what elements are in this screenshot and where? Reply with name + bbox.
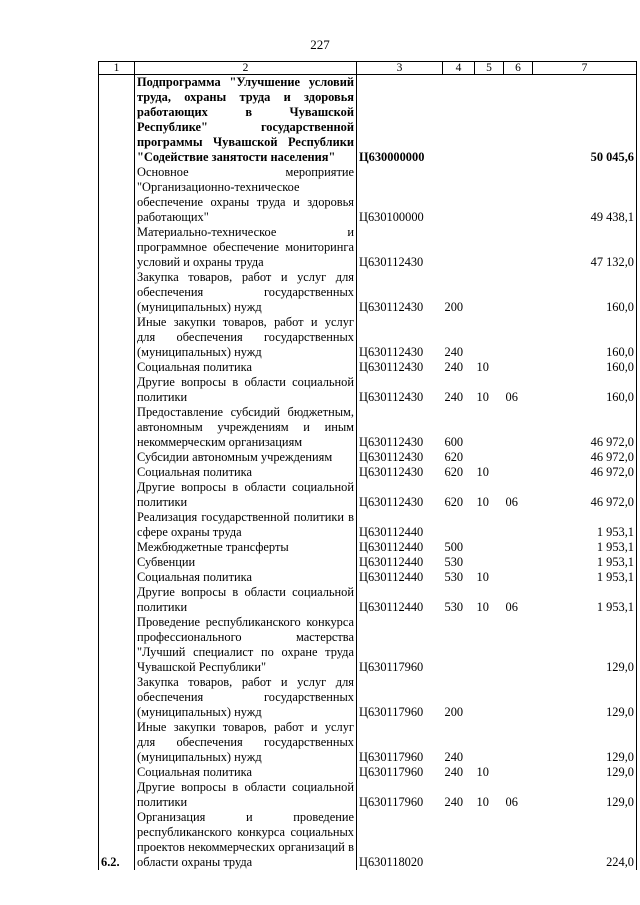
row-name-cell: Социальная политика [135, 360, 357, 375]
row-name-cell: Другие вопросы в области социальной политики [135, 780, 357, 810]
row-name-cell: Другие вопросы в области социальной политики [135, 480, 357, 510]
section-cell [475, 510, 504, 540]
column-header: 6 [504, 62, 533, 75]
target-code-cell: Ц630117960 [359, 795, 424, 809]
amount-cell: 1 953,1 [533, 555, 637, 570]
amount-cell: 160,0 [533, 375, 637, 405]
expense-type-cell [443, 225, 475, 270]
subsection-cell [504, 540, 533, 555]
table-row [99, 540, 637, 555]
target-code-cell: Ц630112440 [359, 540, 424, 554]
amount-cell: 160,0 [533, 360, 637, 375]
section-cell: 10 [476, 600, 489, 614]
subsection-cell [504, 270, 533, 315]
subsection-cell [504, 450, 533, 465]
target-code-cell: Ц630112430 [359, 345, 424, 359]
row-name-cell: Другие вопросы в области социальной политики [135, 585, 357, 615]
subsection-cell [504, 225, 533, 270]
expense-type-cell: 240 [444, 750, 464, 764]
subsection-cell [504, 675, 533, 720]
table-row [99, 165, 637, 225]
row-name-cell: Иные закупки товаров, работ и услуг для обеспечения государственных (муниципальных) нужд [135, 315, 357, 360]
subsection-cell [504, 315, 533, 360]
column-header: 5 [475, 62, 504, 75]
table-row [99, 75, 637, 166]
row-name-cell: Субсидии автономным учреждениям [135, 450, 357, 465]
table-row [99, 570, 637, 585]
row-name-cell: Межбюджетные трансферты [135, 540, 357, 555]
section-cell [475, 675, 504, 720]
amount-cell: 129,0 [533, 615, 637, 675]
subsection-cell [504, 570, 533, 585]
row-name-cell: Социальная политика [135, 765, 357, 780]
table-row [99, 780, 637, 810]
table-row [99, 615, 637, 675]
target-code-cell: Ц630117960 [359, 660, 424, 674]
amount-cell: 1 953,1 [533, 585, 637, 615]
expense-type-cell: 530 [444, 555, 464, 569]
expense-type-cell: 530 [444, 600, 464, 614]
section-cell [475, 75, 504, 166]
expense-type-cell: 240 [444, 390, 464, 404]
section-cell [475, 315, 504, 360]
table-row [99, 315, 637, 360]
target-code-cell: Ц630117960 [359, 765, 424, 779]
expense-type-cell: 200 [444, 300, 464, 314]
expense-type-cell: 530 [444, 570, 464, 584]
target-code-cell: Ц630118020 [359, 855, 424, 869]
subsection-cell [504, 465, 533, 480]
row-name-cell: Социальная политика [135, 465, 357, 480]
expense-type-cell: 620 [444, 450, 464, 464]
table-row [99, 720, 637, 765]
amount-cell: 46 972,0 [533, 405, 637, 450]
expense-type-cell: 240 [444, 795, 464, 809]
amount-cell: 129,0 [533, 780, 637, 810]
amount-cell: 160,0 [533, 315, 637, 360]
table-row [99, 375, 637, 405]
table-body [99, 75, 637, 871]
row-name-cell: Другие вопросы в области социальной политики [135, 375, 357, 405]
row-name-cell: Социальная политика [135, 570, 357, 585]
subsection-cell [504, 510, 533, 540]
target-code-cell: Ц630112430 [359, 450, 424, 464]
section-cell: 10 [476, 795, 489, 809]
target-code-cell: Ц630117960 [359, 750, 424, 764]
subsection-cell [504, 720, 533, 765]
target-code-cell: Ц630112440 [359, 555, 424, 569]
section-number: 6.2. [99, 75, 135, 871]
amount-cell: 46 972,0 [533, 465, 637, 480]
expense-type-cell [443, 810, 475, 870]
amount-cell: 50 045,6 [533, 75, 637, 166]
row-name-cell: Организация и проведение республиканского конкурса социальных проектов некоммерческих организаций в области охраны труда [135, 810, 357, 870]
amount-cell: 224,0 [533, 810, 637, 870]
section-cell [475, 615, 504, 675]
amount-cell: 46 972,0 [533, 450, 637, 465]
amount-cell: 46 972,0 [533, 480, 637, 510]
expense-type-cell: 500 [444, 540, 464, 554]
row-name-cell: Закупка товаров, работ и услуг для обеспечения государственных (муниципальных) нужд [135, 675, 357, 720]
table-row [99, 765, 637, 780]
table-row [99, 450, 637, 465]
table-row [99, 225, 637, 270]
subsection-cell: 06 [505, 795, 518, 809]
expense-type-cell [443, 165, 475, 225]
target-code-cell: Ц630112430 [359, 255, 424, 269]
row-name-cell: Проведение республиканского конкурса профессионального мастерства "Лучший специалист по охране труда Чувашской Республики" [135, 615, 357, 675]
table-row [99, 465, 637, 480]
row-name-cell: Основное мероприятие "Организационно-техническое обеспечение охраны труда и здоровья работающих" [135, 165, 357, 225]
target-code-cell: Ц630112430 [359, 360, 424, 374]
expense-type-cell: 240 [444, 765, 464, 779]
target-code-cell: Ц630112430 [359, 465, 424, 479]
subsection-cell [504, 810, 533, 870]
section-cell: 10 [476, 390, 489, 404]
amount-cell: 160,0 [533, 270, 637, 315]
amount-cell: 1 953,1 [533, 570, 637, 585]
target-code-cell: Ц630117960 [359, 705, 424, 719]
target-code-cell: Ц630112430 [359, 390, 424, 404]
section-cell [475, 540, 504, 555]
target-code-cell: Ц630112430 [359, 300, 424, 314]
subsection-cell [504, 405, 533, 450]
amount-cell: 1 953,1 [533, 510, 637, 540]
row-name-cell: Закупка товаров, работ и услуг для обеспечения государственных (муниципальных) нужд [135, 270, 357, 315]
section-cell: 10 [476, 765, 489, 779]
section-cell [475, 450, 504, 465]
row-name-cell: Материально-техническое и программное обеспечение мониторинга условий и охраны труда [135, 225, 357, 270]
target-code-cell: Ц630112440 [359, 600, 424, 614]
column-header: 7 [533, 62, 637, 75]
section-cell [475, 225, 504, 270]
subsection-cell [504, 75, 533, 166]
row-name-cell: Предоставление субсидий бюджетным, автономным учреждениям и иным некоммерческим организациям [135, 405, 357, 450]
subsection-cell [504, 165, 533, 225]
target-code-cell: Ц630000000 [359, 150, 425, 164]
page-number: 227 [310, 37, 330, 52]
section-cell: 10 [476, 570, 489, 584]
section-cell: 10 [476, 465, 489, 479]
row-name-cell: Подпрограмма "Улучшение условий труда, охраны труда и здоровья работающих в Чувашской Республике" государственной программы Чувашской Республики "Содействие занятости населения" [135, 75, 357, 166]
table-row [99, 480, 637, 510]
table-row [99, 510, 637, 540]
subsection-cell: 06 [505, 495, 518, 509]
amount-cell: 49 438,1 [533, 165, 637, 225]
subsection-cell [504, 555, 533, 570]
amount-cell: 129,0 [533, 675, 637, 720]
target-code-cell: Ц630112440 [359, 570, 424, 584]
amount-cell: 47 132,0 [533, 225, 637, 270]
expense-type-cell [443, 510, 475, 540]
subsection-cell: 06 [505, 390, 518, 404]
section-cell: 10 [476, 495, 489, 509]
expense-type-cell [443, 615, 475, 675]
section-cell [475, 270, 504, 315]
target-code-cell: Ц630112430 [359, 495, 424, 509]
column-header: 1 [99, 62, 135, 75]
subsection-cell [504, 615, 533, 675]
section-cell [475, 810, 504, 870]
table-row [99, 405, 637, 450]
expense-type-cell: 620 [444, 495, 464, 509]
expense-type-cell: 620 [444, 465, 464, 479]
table-row [99, 675, 637, 720]
row-name-cell: Реализация государственной политики в сфере охраны труда [135, 510, 357, 540]
expense-type-cell: 240 [444, 360, 464, 374]
budget-table [98, 61, 637, 870]
subsection-cell [504, 360, 533, 375]
expense-type-cell: 240 [444, 345, 464, 359]
table-row [99, 270, 637, 315]
expense-type-cell: 600 [444, 435, 464, 449]
column-header: 4 [443, 62, 475, 75]
section-cell [475, 165, 504, 225]
amount-cell: 129,0 [533, 765, 637, 780]
section-cell [475, 555, 504, 570]
table-row [99, 810, 637, 870]
amount-cell: 129,0 [533, 720, 637, 765]
table-row [99, 360, 637, 375]
expense-type-cell [443, 75, 475, 166]
column-header: 3 [357, 62, 443, 75]
target-code-cell: Ц630112440 [359, 525, 424, 539]
target-code-cell: Ц630100000 [359, 210, 424, 224]
row-name-cell: Иные закупки товаров, работ и услуг для обеспечения государственных (муниципальных) нужд [135, 720, 357, 765]
table-row [99, 555, 637, 570]
table-row [99, 585, 637, 615]
target-code-cell: Ц630112430 [359, 435, 424, 449]
section-cell: 10 [476, 360, 489, 374]
amount-cell: 1 953,1 [533, 540, 637, 555]
subsection-cell [504, 765, 533, 780]
expense-type-cell: 200 [444, 705, 464, 719]
column-number-row [99, 62, 637, 75]
row-name-cell: Субвенции [135, 555, 357, 570]
column-header: 2 [135, 62, 357, 75]
subsection-cell: 06 [505, 600, 518, 614]
section-cell [475, 405, 504, 450]
section-cell [475, 720, 504, 765]
